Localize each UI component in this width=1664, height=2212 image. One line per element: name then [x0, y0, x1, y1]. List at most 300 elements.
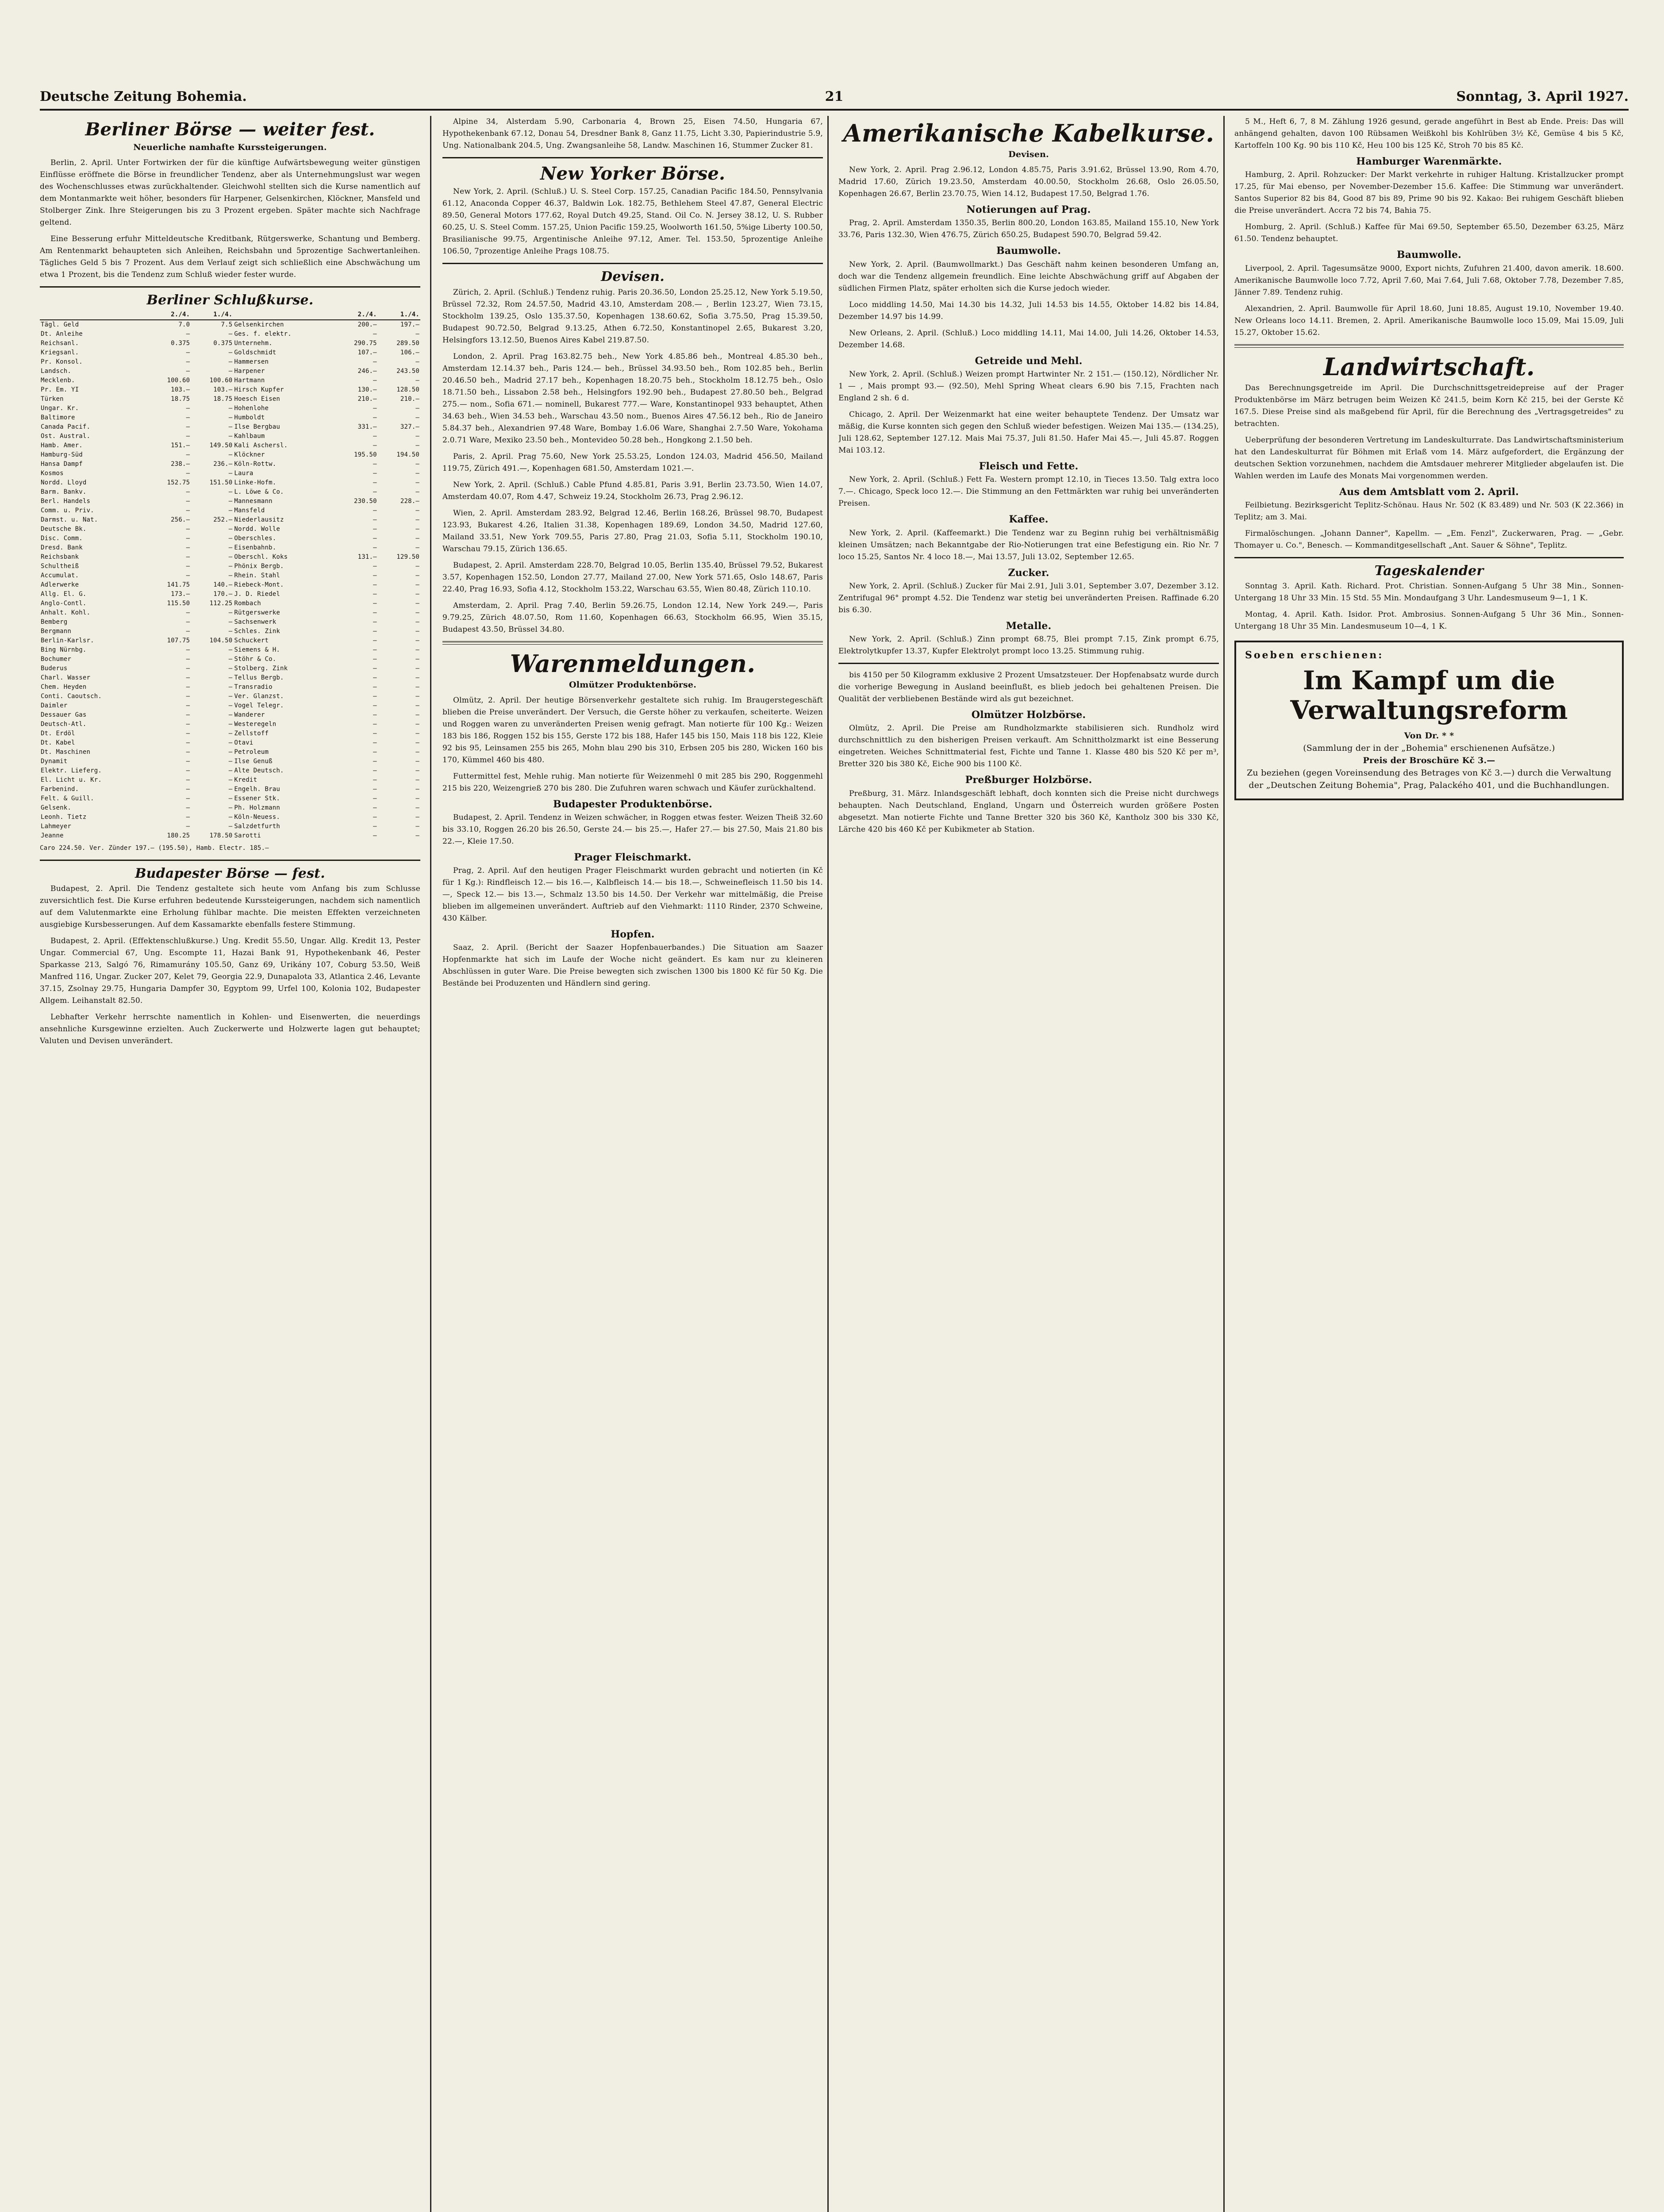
- table-cell: Mecklenb.: [41, 376, 75, 384]
- table-cell: —: [415, 525, 419, 533]
- table-cell: Schles. Zink: [234, 627, 280, 635]
- table-cell: Pr. Konsol.: [41, 358, 83, 365]
- table-cell: —: [186, 795, 190, 802]
- table-cell: —: [373, 655, 377, 663]
- table-cell: —: [415, 404, 419, 412]
- divider: [442, 263, 823, 264]
- table-header-cell: 1./4.: [378, 310, 420, 320]
- ad-kicker: Soeben erschienen:: [1245, 649, 1384, 661]
- table-cell: Disc. Comm.: [41, 534, 83, 542]
- table-row: [40, 822, 420, 831]
- running-head: [40, 82, 1629, 111]
- divider: [442, 641, 823, 645]
- table-cell: —: [228, 469, 233, 477]
- article-paragraph: New York, 2. April. (Schluß.) U. S. Steel Corp. 157.25, Canadian Pacific 184.50, Pennsylvania 61.12, Anaconda Copper 46.37, Baldwin Lok. 182.75, Bethlehem Steel 47.87, General Electric 89.50, General Motors 177.62, Royal Dutch 49.25, Stand. Oil Co. N. Jersey 38.12, U. S. Rubber 60.25, U. S. Steel Comm. 157.25, Union Pacific 159.25, Woolworth 161.50, 5%ige Liberty 100.50, Brasilianische 99.75, Argentinische Anleihe 97.12, Amer. Tel. 153.50, 5prozentige Anleihe 106.50, 7prozentige Anleihe Prags 108.75.: [442, 187, 823, 256]
- table-cell: —: [373, 767, 377, 774]
- article-paragraph: London, 2. April. Prag 163.82.75 beh., New York 4.85.86 beh., Montreal 4.85.30 beh., Amsterdam 12.14.37 beh., Paris 124.— beh., Brüssel 34.93.50 beh., Rom 102.85 beh., Berlin 20.46.50 beh., Madrid 27.17 beh., Kopenhagen 18.20.75 beh., Stockholm 18.12.75 beh., Oslo 18.71.50 beh., Lissabon 2.58 beh., Helsingfors 192.90 beh., Budapest 27.80.50 beh., Belgrad 275.— nom., Sofia 671.— nominell, Bukarest 777.— Ware, Konstantinopel 933 behauptet, Athen 34.63 beh., Wien 34.53 beh., Warschau 43.50 nom., Buenos Aires 47.56.12 beh., Rio de Janeiro 5.84.37 beh., Alexandrien 97.48 Ware, Bombay 1.6.06 Ware, Shanghai 2.7.50 Ware, Yokohama 2.0.71 Ware, Mexiko 23.50 beh., Montevideo 50.28 beh., Hongkong 2.1.50 beh.: [442, 352, 823, 445]
- table-cell: Daimler: [41, 702, 68, 709]
- table-cell: 180.25: [167, 832, 190, 839]
- table-cell: Wanderer: [234, 711, 265, 718]
- table-cell: 7.5: [221, 321, 233, 328]
- table-cell: Hammersen: [234, 358, 269, 365]
- table-cell: —: [415, 702, 419, 709]
- table-cell: —: [373, 702, 377, 709]
- table-cell: Rütgerswerke: [234, 609, 280, 616]
- table-cell: —: [228, 544, 233, 551]
- table-cell: —: [373, 627, 377, 635]
- table-cell: Petroleum: [234, 748, 269, 756]
- table-row: [40, 673, 420, 683]
- table-cell: Niederlausitz: [234, 516, 284, 523]
- table-cell: 112.25: [209, 599, 233, 607]
- table-cell: —: [415, 581, 419, 588]
- table-cell: —: [373, 460, 377, 468]
- table-cell: Nordd. Lloyd: [41, 479, 87, 486]
- table-cell: Vogel Telegr.: [234, 702, 284, 709]
- table-cell: Alte Deutsch.: [234, 767, 284, 774]
- divider: [442, 157, 823, 158]
- table-cell: L. Löwe & Co.: [234, 488, 284, 495]
- table-cell: —: [373, 479, 377, 486]
- table-cell: Dynamit: [41, 757, 68, 765]
- table-row: [40, 608, 420, 618]
- table-cell: Sachsenwerk: [234, 618, 277, 626]
- table-cell: —: [373, 562, 377, 570]
- table-cell: 195.50: [354, 451, 377, 458]
- table-cell: 236.—: [213, 460, 233, 468]
- table-cell: —: [186, 497, 190, 505]
- table-cell: Humboldt: [234, 414, 265, 421]
- table-row: [40, 525, 420, 534]
- table-cell: —: [373, 544, 377, 551]
- subhead: Olmützer Produktenbörse.: [569, 680, 697, 690]
- page-number: 21: [825, 89, 844, 104]
- table-cell: —: [228, 664, 233, 672]
- table-cell: Chem. Heyden: [41, 683, 87, 691]
- table-cell: —: [373, 376, 377, 384]
- divider: [1234, 344, 1624, 348]
- ad-note: (Sammlung der in der „Bohemia" erschienenen Aufsätze.): [1303, 743, 1555, 753]
- table-cell: —: [186, 525, 190, 533]
- table-cell: 128.50: [396, 386, 419, 393]
- table-cell: —: [415, 646, 419, 653]
- headline-amerikanische-kabelkurse: Amerikanische Kabelkurse.: [843, 119, 1214, 147]
- table-row: [40, 478, 420, 488]
- table-cell: —: [186, 544, 190, 551]
- table-cell: —: [373, 507, 377, 514]
- table-cell: Stolberg. Zink: [234, 664, 288, 672]
- divider: [40, 286, 420, 288]
- table-cell: Pr. Em. YI: [41, 386, 79, 393]
- article-paragraph: New York, 2. April. (Baumwollmarkt.) Das Geschäft nahm keinen besonderen Umfang an, doch war die Tendenz allgemein freundlich. Eine leichte Abschwächung griff auf Abgaben der südlichen Firmen Platz, später erholten sich die Kurse jedoch wieder.: [838, 260, 1219, 293]
- headline-new-yorker-boerse: New Yorker Börse.: [540, 163, 726, 184]
- headline-warenmeldungen: Warenmeldungen.: [510, 649, 756, 678]
- table-cell: —: [228, 432, 233, 440]
- table-cell: —: [415, 376, 419, 384]
- table-cell: —: [415, 627, 419, 635]
- table-row: [40, 683, 420, 692]
- table-cell: Transradio: [234, 683, 273, 691]
- table-cell: —: [228, 451, 233, 458]
- table-cell: —: [228, 404, 233, 412]
- article-paragraph: Firmalöschungen. „Johann Danner", Kapellm. — „Em. Fenzl", Zuckerwaren, Prag. — „Gebr. Thomayer u. Co.", Benesch. — Kommanditgesellschaft „Ant. Sauer & Söhne", Teplitz.: [1234, 529, 1624, 550]
- table-cell: —: [373, 469, 377, 477]
- table-cell: 115.50: [167, 599, 190, 607]
- table-cell: —: [415, 516, 419, 523]
- table-cell: —: [373, 739, 377, 746]
- table-cell: 200.—: [357, 321, 377, 328]
- table-row: [40, 776, 420, 785]
- table-cell: —: [373, 683, 377, 691]
- table-cell: Anhalt. Kohl.: [41, 609, 91, 616]
- article-paragraph: Chicago, 2. April. Der Weizenmarkt hat eine weiter behauptete Tendenz. Der Umsatz war mäßig, die Kurse konnten sich gegen den Schluß wieder befestigen. Weizen Mai 135.— (134.25), Juli 128.62, September 127.12. Mais Mai 75.37, Juli 81.50. Hafer Mai 45.—, Juli 45.87. Roggen Mai 103.12.: [838, 410, 1219, 455]
- table-cell: Tägl. Geld: [41, 321, 79, 328]
- table-cell: 103.—: [171, 386, 190, 393]
- article-paragraph: Budapest, 2. April. Die Tendenz gestaltete sich heute vom Anfang bis zum Schlusse zuversichtlich fest. Die Kurse erfuhren bedeutende Kurssteigerungen, nachdem sich namentlich auf dem Valutenmarkte eine Erholung fühlbar machte. Die meisten Effekten verzeichneten ausgiebige Kursbesserungen. Auf dem Kassamarkte ebenfalls festere Stimmung.: [40, 884, 420, 929]
- table-cell: —: [415, 795, 419, 802]
- table-cell: 252.—: [213, 516, 233, 523]
- table-cell: Zellstoff: [234, 730, 269, 737]
- table-row: [40, 460, 420, 469]
- table-cell: —: [228, 674, 233, 681]
- table-cell: —: [373, 581, 377, 588]
- table-cell: —: [373, 534, 377, 542]
- table-cell: Bochumer: [41, 655, 72, 663]
- table-cell: —: [373, 414, 377, 421]
- table-cell: —: [415, 739, 419, 746]
- table-cell: —: [228, 572, 233, 579]
- table-cell: —: [228, 553, 233, 561]
- table-row: [40, 534, 420, 543]
- article-paragraph: New York, 2. April. (Kaffeemarkt.) Die Tendenz war zu Beginn ruhig bei verhältnismäßig kleinen Umsätzen; nach Bekanntgabe der Rio-Notierungen trat eine Befestigung ein. Rio Nr. 7 loco 15.25, Santos Nr. 4 loco 18.—, Mai 13.57, Juli 13.02, September 12.65.: [838, 528, 1219, 561]
- table-cell: 210.—: [400, 395, 419, 403]
- table-cell: Sarotti: [234, 832, 261, 839]
- table-cell: —: [186, 664, 190, 672]
- table-cell: Kredit: [234, 776, 257, 783]
- table-cell: Reichsanl.: [41, 339, 79, 347]
- table-cell: —: [228, 739, 233, 746]
- table-cell: —: [373, 664, 377, 672]
- article-paragraph: Das Berechnungsgetreide im April. Die Durchschnittsgetreidepreise auf der Prager Produktenbörse im März betrugen beim Weizen Kč 241.5, beim Korn Kč 215, bei der Gerste Kč 167.5. Diese Preise sind als maßgebend für April, für die Berechnung des „Vertragsgetreides" zu betrachten.: [1234, 383, 1624, 428]
- table-cell: Riebeck-Mont.: [234, 581, 284, 588]
- table-cell: —: [373, 730, 377, 737]
- table-cell: Rombach: [234, 599, 261, 607]
- section-heading: Notierungen auf Prag.: [966, 204, 1091, 216]
- table-cell: —: [415, 562, 419, 570]
- article-paragraph: Preßburg, 31. März. Inlandsgeschäft lebhaft, doch konnten sich die Preise nicht durchwegs behaupten. Nach Deutschland, England, Ungarn und Österreich wurden größere Posten abgesetzt. Man notierte Fichte und Tanne Bretter 320 bis 360 Kč, Kantholz 300 bis 330 Kč, Lärche 420 bis 460 Kč per Kubikmeter ab Station.: [838, 789, 1219, 834]
- table-cell: —: [186, 785, 190, 793]
- table-cell: 131.—: [357, 553, 377, 561]
- table-cell: —: [186, 776, 190, 783]
- table-cell: 151.—: [171, 442, 190, 449]
- table-row: [40, 813, 420, 822]
- ad-title: Im Kampf um die Verwaltungsreform: [1290, 665, 1568, 726]
- table-cell: Gelsenkirchen: [234, 321, 284, 328]
- column-1: [40, 116, 420, 2212]
- article-paragraph: 5 M., Heft 6, 7, 8 M. Zählung 1926 gesund, gerade angeführt in Best ab Ende. Preis: Das will anhängend gehalten, davon 100 Rübsamen Weißkohl bis Kohlrüben 3½ Kč, Gemüse 4 bis 5 Kč, Kartoffeln 100 Kg. 90 bis 110 Kč, Heu 100 bis 125 Kč, Stroh 70 bis 85 Kč.: [1234, 117, 1624, 150]
- table-cell: Kahlbaum: [234, 432, 265, 440]
- table-cell: —: [228, 795, 233, 802]
- ad-author: Von Dr. * *: [1404, 730, 1454, 741]
- table-cell: —: [373, 822, 377, 830]
- table-cell: Hansa Dampf: [41, 460, 83, 468]
- table-row: [40, 553, 420, 562]
- table-cell: Ph. Holzmann: [234, 804, 280, 811]
- table-cell: —: [186, 730, 190, 737]
- table-cell: Ungar. Kr.: [41, 404, 79, 412]
- table-cell: Bergmann: [41, 627, 72, 635]
- table-header-cell: [40, 310, 148, 320]
- article-paragraph: Futtermittel fest, Mehle ruhig. Man notierte für Weizenmehl 0 mit 285 bis 290, Roggenmehl 215 bis 220, Weizengrieß 270 bis 280. Die Zufuhren waren schwach und Käufer zurückhaltend.: [442, 772, 823, 793]
- table-cell: Leonh. Tietz: [41, 813, 87, 821]
- table-cell: —: [228, 507, 233, 514]
- table-cell: —: [415, 757, 419, 765]
- table-cell: Engelh. Brau: [234, 785, 280, 793]
- column-3: [838, 116, 1219, 2212]
- table-cell: —: [415, 832, 419, 839]
- table-cell: —: [228, 534, 233, 542]
- table-cell: Hamburg-Süd: [41, 451, 83, 458]
- table-cell: J. D. Riedel: [234, 590, 280, 598]
- table-cell: —: [186, 423, 190, 430]
- table-cell: —: [186, 739, 190, 746]
- table-cell: 0.375: [213, 339, 233, 347]
- article-paragraph: Paris, 2. April. Prag 75.60, New York 25.53.25, London 124.03, Madrid 456.50, Mailand 119.75, Zürich 491.—, Kopenhagen 681.50, Amsterdam 1021.—.: [442, 452, 823, 473]
- table-row: [40, 794, 420, 803]
- table-cell: Ver. Glanzst.: [234, 692, 284, 700]
- table-cell: —: [373, 525, 377, 533]
- table-cell: —: [186, 330, 190, 338]
- divider: [40, 860, 420, 861]
- table-row: [40, 367, 420, 376]
- article-paragraph: bis 4150 per 50 Kilogramm exklusive 2 Prozent Umsatzsteuer. Der Hopfenabsatz wurde durch die vorherige Bewegung in Ausland beeinflußt, es blieb jedoch bei gehaltenen Preisen. Die Qualität der verbliebenen Bestände wird als gut bezeichnet.: [838, 671, 1219, 704]
- table-row: [40, 395, 420, 404]
- column-4: [1234, 116, 1624, 2212]
- article-paragraph: New York, 2. April. (Schluß.) Zucker für Mai 2.91, Juli 3.01, September 3.07, Dezember 3.12. Zentrifugal 96° prompt 4.52. Die Tendenz war stetig bei unveränderten Preisen. Raffinade 6.20 bis 6.30.: [838, 581, 1219, 614]
- table-cell: Landsch.: [41, 367, 72, 375]
- table-cell: Felt. & Guill.: [41, 795, 94, 802]
- article-paragraph: New Orleans, 2. April. (Schluß.) Loco middling 14.11, Mai 14.00, Juli 14.26, Oktober 14.53, Dezember 14.68.: [838, 328, 1219, 349]
- table-row: [40, 645, 420, 655]
- table-row: [40, 831, 420, 841]
- table-cell: —: [228, 358, 233, 365]
- table-row: [40, 497, 420, 506]
- table-cell: —: [228, 748, 233, 756]
- article-paragraph: Budapest, 2. April. (Effektenschlußkurse.) Ung. Kredit 55.50, Ungar. Allg. Kredit 13, Pester Ungar. Commercial 67, Ung. Escompte 11, Hazai Bank 91, Hypothekenbank 46, Pester Sparkasse 213, Salgó 76, Rimamurány 105.50, Ganz 69, Urikány 107, Coburg 53.50, Weiß Manfred 116, Ungar. Zucker 207, Kelet 79, Georgia 22.9, Dunapalota 33, Atlantica 2.46, Levante 37.15, Zsolnay 29.75, Hungaria Dampfer 30, Egyptom 99, Urfel 100, Kolonia 102, Budapester Allgem. Leihanstalt 82.50.: [40, 937, 420, 1005]
- table-cell: Conti. Caoutsch.: [41, 692, 102, 700]
- section-heading: Budapester Produktenbörse.: [553, 798, 712, 810]
- article-paragraph: Saaz, 2. April. (Bericht der Saazer Hopfenbauerbandes.) Die Situation am Saazer Hopfenmarkte hat sich im Laufe der Woche nicht geändert. Es kam nur zu kleineren Abschlüssen in guter Ware. Die Preise bewegten sich zwischen 1300 bis 1800 Kč für 50 Kg. Die Bestände bei Produzenten und Händlern sind gering.: [442, 943, 823, 988]
- table-cell: —: [186, 757, 190, 765]
- table-cell: 103.—: [213, 386, 233, 393]
- table-cell: —: [373, 832, 377, 839]
- table-cell: Ilse Genuß: [234, 757, 273, 765]
- table-cell: 100.60: [209, 376, 233, 384]
- table-cell: Anglo-Contl.: [41, 599, 87, 607]
- table-cell: 173.—: [171, 590, 190, 598]
- table-cell: 228.—: [400, 497, 419, 505]
- table-cell: —: [186, 404, 190, 412]
- table-row: [40, 720, 420, 729]
- table-cell: —: [415, 330, 419, 338]
- column-rule: [430, 116, 431, 2212]
- issue-date: Sonntag, 3. April 1927.: [1456, 89, 1629, 104]
- table-cell: Dt. Erdöl: [41, 730, 75, 737]
- table-cell: —: [228, 804, 233, 811]
- table-cell: 130.—: [357, 386, 377, 393]
- table-cell: —: [415, 822, 419, 830]
- table-row: [40, 385, 420, 395]
- table-header-cell: 1./4.: [191, 310, 233, 320]
- table-cell: Elektr. Lieferg.: [41, 767, 102, 774]
- table-cell: 197.—: [400, 321, 419, 328]
- table-cell: Dt. Kabel: [41, 739, 75, 746]
- table-cell: 194.50: [396, 451, 419, 458]
- table-cell: Mannesmann: [234, 497, 273, 505]
- table-cell: Mansfeld: [234, 507, 265, 514]
- article-paragraph: Sonntag 3. April. Kath. Richard. Prot. Christian. Sonnen-Aufgang 5 Uhr 38 Min., Sonnen-Untergang 18 Uhr 33 Min. 15 Std. 55 Min. Mondaufgang 3 Uhr. Landesmuseum 9—1, 1 K.: [1234, 582, 1624, 603]
- table-row: [40, 738, 420, 748]
- table-cell: —: [186, 609, 190, 616]
- table-cell: Adlerwerke: [41, 581, 79, 588]
- section-heading: Hamburger Warenmärkte.: [1356, 156, 1502, 167]
- section-heading: Zucker.: [1008, 567, 1049, 579]
- table-cell: —: [228, 646, 233, 653]
- divider: [838, 663, 1219, 664]
- table-cell: Hartmann: [234, 376, 265, 384]
- table-row: [40, 432, 420, 441]
- table-cell: —: [415, 488, 419, 495]
- section-heading: Baumwolle.: [996, 245, 1061, 257]
- table-header-cell: 2./4.: [148, 310, 191, 320]
- section-heading: Aus dem Amtsblatt vom 2. April.: [1339, 486, 1519, 498]
- table-cell: Gelsenk.: [41, 804, 72, 811]
- table-cell: —: [373, 757, 377, 765]
- table-cell: 140.—: [213, 581, 233, 588]
- article-paragraph: Olmütz, 2. April. Der heutige Börsenverkehr gestaltete sich ruhig. Im Braugerstegeschäft blieben die Preise unverändert. Der Versuch, die Gerste höher zu verkaufen, scheiterte. Weizen und Roggen waren zu unveränderten Preisen wenig gefragt. Man notierte für 100 Kg.: Weizen 183 bis 186, Roggen 152 bis 155, Gerste 172 bis 188, Hafer 145 bis 150, Mais 118 bis 122, Kleie 92 bis 95, Leinsamen 255 bis 265, Mohn blau 290 bis 310, Erbsen 205 bis 280, Wicken 160 bis 170, Kümmel 460 bis 480.: [442, 695, 823, 764]
- table-cell: Canada Pacif.: [41, 423, 91, 430]
- table-row: [40, 785, 420, 794]
- table-cell: Westeregeln: [234, 720, 277, 728]
- table-cell: 327.—: [400, 423, 419, 430]
- table-cell: —: [373, 572, 377, 579]
- table-cell: —: [186, 451, 190, 458]
- table-cell: Hohenlohe: [234, 404, 269, 412]
- table-cell: 18.75: [171, 395, 190, 403]
- table-row: [40, 320, 420, 330]
- table-row: [40, 636, 420, 645]
- section-heading: Hopfen.: [611, 929, 655, 941]
- table-cell: Klöckner: [234, 451, 265, 458]
- table-cell: —: [186, 507, 190, 514]
- article-paragraph: Zürich, 2. April. (Schluß.) Tendenz ruhig. Paris 20.36.50, London 25.25.12, New York 5.19.50, Brüssel 72.32, Rom 24.57.50, Madrid 43.10, Amsterdam 208.— , Berlin 123.27, Wien 73.15, Stockholm 139.25, Oslo 135.37.50, Kopenhagen 138.60.62, Sofia 3.75.50, Prag 15.39.50, Budapest 90.72.50, Belgrad 9.13.25, Athen 6.72.50, Konstantinopel 2.65, Bukarest 3.20, Helsingfors 13.12.50, Buenos Aires Kabel 219.87.50.: [442, 288, 823, 345]
- table-cell: —: [186, 553, 190, 561]
- table-cell: —: [186, 767, 190, 774]
- table-row: [40, 441, 420, 450]
- table-cell: —: [373, 442, 377, 449]
- table-cell: 210.—: [357, 395, 377, 403]
- article-paragraph: Montag, 4. April. Kath. Isidor. Prot. Ambrosius. Sonnen-Aufgang 5 Uhr 36 Min., Sonnen-Untergang 18 Uhr 35 Min. Landesmuseum 10—4, 1 K.: [1234, 610, 1624, 631]
- table-cell: —: [186, 813, 190, 821]
- table-cell: —: [186, 683, 190, 691]
- table-row: [40, 404, 420, 413]
- table-cell: —: [186, 674, 190, 681]
- table-row: [40, 627, 420, 636]
- table-row: [40, 339, 420, 348]
- table-row: [40, 571, 420, 580]
- table-cell: Ges. f. elektr.: [234, 330, 292, 338]
- article-paragraph: Eine Besserung erfuhr Mitteldeutsche Kreditbank, Rütgerswerke, Schantung und Bemberg. Am Rentenmarkt behaupteten sich Anleihen, Reichsbahn und 5prozentige Sachwertanleihen. Tägliches Geld 5 bis 7 Prozent. Aus dem Verlauf zeigt sich schließlich eine Abschwächung um etwa 1 Prozent, bis die Tendenz zum Schluß wieder fester wurde.: [40, 234, 420, 279]
- table-cell: —: [415, 692, 419, 700]
- table-cell: —: [228, 488, 233, 495]
- table-row: [40, 348, 420, 357]
- table-cell: Oberschles.: [234, 534, 277, 542]
- table-cell: —: [186, 702, 190, 709]
- table-cell: —: [228, 655, 233, 663]
- table-cell: 141.75: [167, 581, 190, 588]
- table-cell: —: [415, 785, 419, 793]
- table-cell: 104.50: [209, 637, 233, 644]
- table-cell: 256.—: [171, 516, 190, 523]
- table-row: [40, 357, 420, 367]
- table-cell: —: [415, 776, 419, 783]
- table-row: [40, 748, 420, 757]
- table-cell: Dresd. Bank: [41, 544, 83, 551]
- table-cell: 106.—: [400, 349, 419, 356]
- table-cell: —: [415, 637, 419, 644]
- article-paragraph: Budapest, 2. April. Tendenz in Weizen schwächer, in Roggen etwas fester. Weizen Theiß 32.60 bis 33.10, Roggen 26.20 bis 26.50, Gerste 24.— bis 25.—, Hafer 27.— bis 27.50, Mais 21.80 bis 22.—, Kleie 17.50.: [442, 813, 823, 846]
- article-paragraph: Amsterdam, 2. April. Prag 7.40, Berlin 59.26.75, London 12.14, New York 249.—, Paris 9.79.25, Zürich 48.07.50, Rom 11.60, Kopenhagen 66.63, Stockholm 66.95, Wien 35.15, Budapest 43.50, Brüssel 34.80.: [442, 601, 823, 634]
- table-cell: 18.75: [213, 395, 233, 403]
- table-cell: Schultheiß: [41, 562, 79, 570]
- article-paragraph: Homburg, 2. April. (Schluß.) Kaffee für Mai 69.50, September 65.50, Dezember 63.25, März 61.50. Tendenz behauptet.: [1234, 223, 1624, 244]
- table-cell: Ost. Austral.: [41, 432, 91, 440]
- table-cell: —: [228, 609, 233, 616]
- table-cell: —: [415, 442, 419, 449]
- article-paragraph: New York, 2. April. Prag 2.96.12, London 4.85.75, Paris 3.91.62, Brüssel 13.90, Rom 4.70, Madrid 17.60, Zürich 19.23.50, Amsterdam 40.00.50, Stockholm 26.68, Oslo 26.05.50, Kopenhagen 26.67, Berlin 23.70.75, Wien 14.12, Budapest 17.50, Belgrad 1.76.: [838, 165, 1219, 199]
- table-cell: Baltimore: [41, 414, 75, 421]
- table-row: [40, 710, 420, 720]
- table-cell: —: [373, 618, 377, 626]
- table-cell: —: [373, 599, 377, 607]
- table-cell: —: [228, 562, 233, 570]
- article-paragraph: Wien, 2. April. Amsterdam 283.92, Belgrad 12.46, Berlin 168.26, Brüssel 98.70, Budapest 123.93, Bukarest 4.26, Italien 31.38, Kopenhagen 189.69, London 34.50, Madrid 127.60, Mailand 33.51, New York 709.55, Paris 27.80, Prag 21.03, Sofia 5.11, Stockholm 190.10, Warschau 79.15, Zürich 136.65.: [442, 508, 823, 553]
- table-cell: —: [373, 674, 377, 681]
- table-cell: —: [373, 516, 377, 523]
- article-paragraph: New York, 2. April. (Schluß.) Weizen prompt Hartwinter Nr. 2 151.— (150.12), Nördlicher Nr. 1 — , Mais prompt 93.— (92.50), Mehl Spring Wheat clears 6.90 bis 7.15, Frachten nach England 2 sh. 6 d.: [838, 369, 1219, 403]
- table-cell: Berlin-Karlsr.: [41, 637, 94, 644]
- table-cell: Accumulat.: [41, 572, 79, 579]
- table-cell: —: [186, 627, 190, 635]
- table-cell: —: [373, 692, 377, 700]
- table-cell: 230.50: [354, 497, 377, 505]
- table-cell: El. Licht u. Kr.: [41, 776, 102, 783]
- column-2: [442, 116, 823, 2212]
- table-cell: —: [228, 785, 233, 793]
- table-row: [40, 450, 420, 460]
- table-cell: 149.50: [209, 442, 233, 449]
- table-cell: —: [228, 414, 233, 421]
- table-cell: —: [186, 692, 190, 700]
- table-cell: —: [415, 479, 419, 486]
- table-cell: —: [415, 664, 419, 672]
- table-cell: —: [228, 767, 233, 774]
- table-cell: 107.75: [167, 637, 190, 644]
- table-cell: —: [373, 646, 377, 653]
- table-cell: —: [415, 748, 419, 756]
- table-cell: —: [415, 599, 419, 607]
- table-cell: —: [373, 330, 377, 338]
